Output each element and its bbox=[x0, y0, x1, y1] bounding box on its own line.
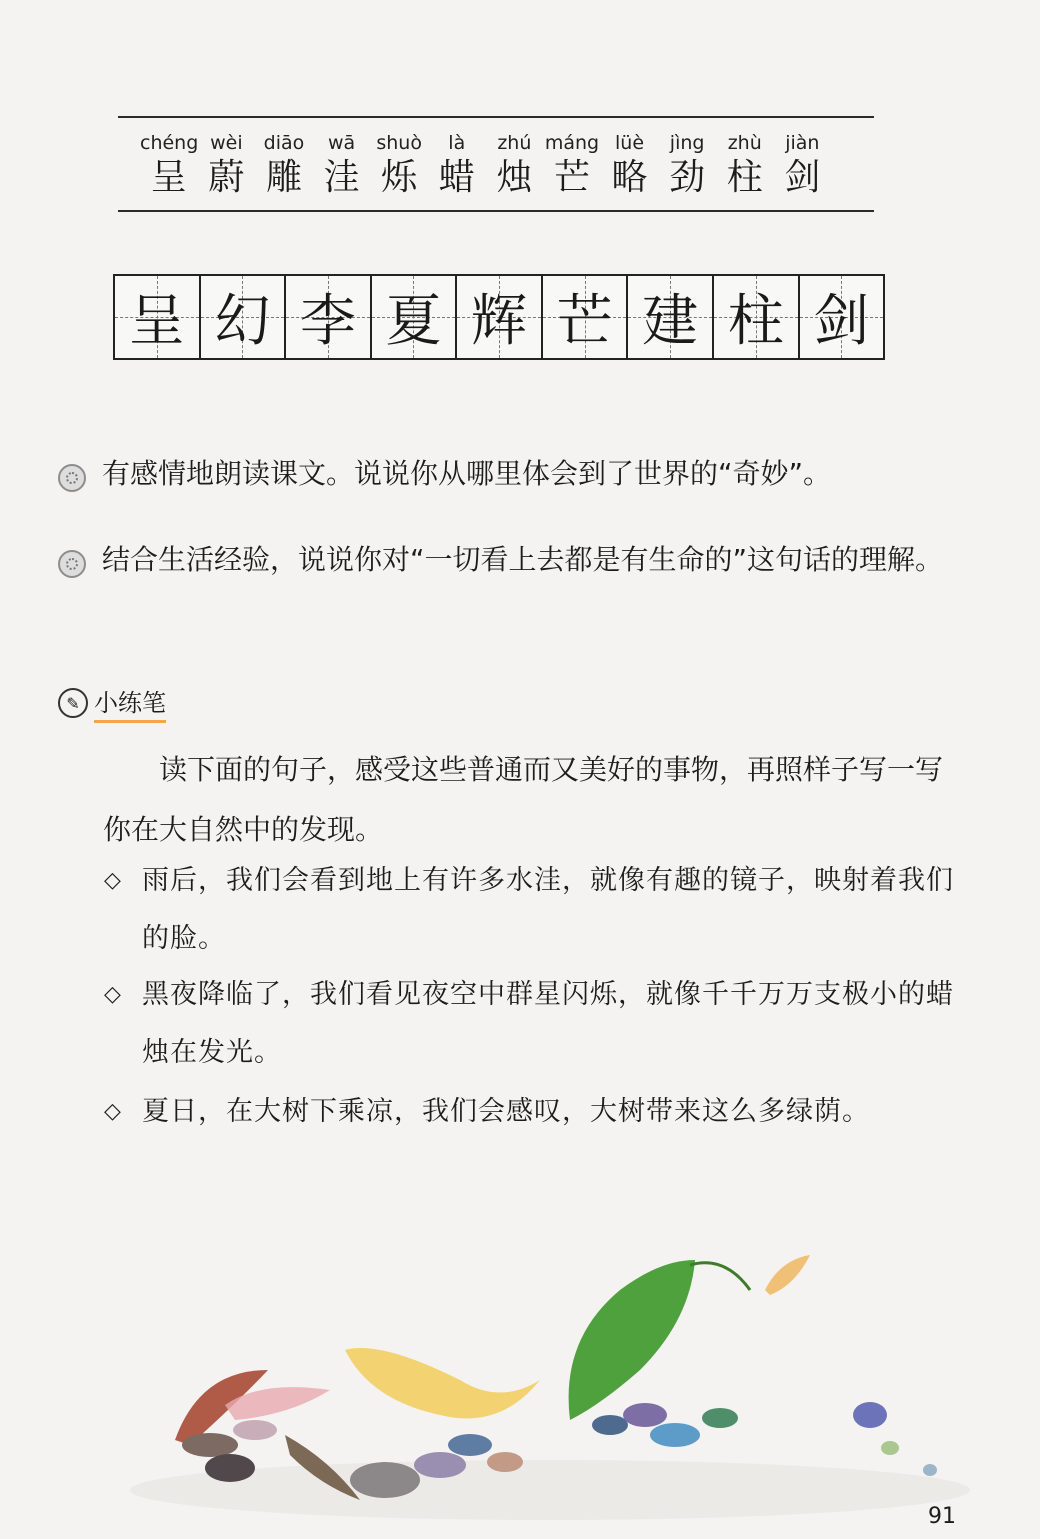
vocab-item bbox=[601, 130, 659, 200]
practice-header bbox=[58, 683, 166, 723]
vocab-item bbox=[658, 130, 716, 200]
pinyin: là bbox=[448, 132, 466, 154]
writing-grid bbox=[113, 274, 885, 360]
hanzi: 洼 bbox=[323, 157, 360, 198]
pebble bbox=[650, 1423, 700, 1447]
example-2 bbox=[104, 966, 954, 1082]
pinyin: shuò bbox=[376, 132, 422, 154]
hanzi: 略 bbox=[611, 157, 648, 198]
pebble bbox=[623, 1403, 667, 1427]
grid-char: 辉 bbox=[471, 289, 528, 354]
question-marker-icon bbox=[58, 550, 86, 578]
pebble bbox=[233, 1420, 277, 1440]
pebble bbox=[182, 1433, 238, 1457]
grid-cell bbox=[714, 276, 800, 358]
pebble bbox=[702, 1408, 738, 1428]
pebble bbox=[414, 1452, 466, 1478]
example-text: 雨后，我们会看到地上有许多水洼，就像有趣的镜子，映射着我们的脸。 bbox=[142, 865, 954, 954]
diamond-bullet-icon: ◇ bbox=[104, 868, 121, 893]
vocab-item bbox=[255, 130, 313, 200]
hanzi: 蔚 bbox=[208, 157, 245, 198]
pinyin: máng bbox=[544, 132, 600, 154]
pebble bbox=[350, 1462, 420, 1498]
leaves-and-pebbles-illustration bbox=[0, 1230, 1040, 1539]
vocab-item bbox=[428, 130, 486, 200]
example-text: 黑夜降临了，我们看见夜空中群星闪烁，就像千千万万支极小的蜡烛在发光。 bbox=[142, 979, 954, 1068]
grid-cell bbox=[115, 276, 201, 358]
example-1 bbox=[104, 852, 954, 968]
grid-cell bbox=[201, 276, 287, 358]
vocab-item bbox=[140, 130, 198, 200]
top-rule bbox=[118, 116, 874, 118]
hanzi: 剑 bbox=[784, 157, 821, 198]
pinyin: chéng bbox=[140, 132, 199, 154]
vocab-item bbox=[486, 130, 544, 200]
pinyin: jìng bbox=[669, 132, 705, 154]
grid-cell bbox=[457, 276, 543, 358]
hanzi: 雕 bbox=[265, 157, 302, 198]
pebble bbox=[881, 1441, 899, 1455]
hanzi: 烁 bbox=[381, 157, 418, 198]
example-text: 夏日，在大树下乘凉，我们会感叹，大树带来这么多绿荫。 bbox=[142, 1096, 870, 1127]
grid-char: 呈 bbox=[128, 289, 185, 354]
question-marker-icon bbox=[58, 464, 86, 492]
pen-icon: ✎ bbox=[58, 688, 88, 718]
vocab-item bbox=[313, 130, 371, 200]
hanzi: 蜡 bbox=[438, 157, 475, 198]
pebble bbox=[487, 1452, 523, 1472]
pebble bbox=[592, 1415, 628, 1435]
grid-cell bbox=[286, 276, 372, 358]
pinyin: zhú bbox=[497, 132, 532, 154]
grid-char: 芒 bbox=[556, 289, 613, 354]
bottom-rule bbox=[118, 210, 874, 212]
grid-char: 剑 bbox=[813, 289, 870, 354]
grid-char: 幻 bbox=[214, 289, 271, 354]
vocab-item bbox=[198, 130, 256, 200]
grid-char: 建 bbox=[642, 289, 699, 354]
hanzi: 劲 bbox=[669, 157, 706, 198]
pinyin: jiàn bbox=[785, 132, 820, 154]
small-feather-icon bbox=[765, 1255, 810, 1295]
question-text: 结合生活经验，说说你对“一切看上去都是有生命的”这句话的理解。 bbox=[102, 543, 944, 576]
page-number: 91 bbox=[928, 1504, 956, 1529]
grid-char: 夏 bbox=[385, 289, 442, 354]
hanzi: 柱 bbox=[726, 157, 763, 198]
question-1 bbox=[58, 456, 962, 504]
yellow-feather-icon bbox=[345, 1348, 540, 1418]
vocab-item bbox=[370, 130, 428, 200]
hanzi: 烛 bbox=[496, 157, 533, 198]
pinyin: lüè bbox=[615, 132, 645, 154]
pebble bbox=[448, 1434, 492, 1456]
practice-intro: 读下面的句子，感受这些普通而又美好的事物，再照样子写一写你在大自然中的发现。 bbox=[103, 753, 944, 846]
question-text: 有感情地朗读课文。说说你从哪里体会到了世界的“奇妙”。 bbox=[102, 457, 832, 490]
grid-cell bbox=[372, 276, 458, 358]
vocab-item bbox=[774, 130, 832, 200]
example-3 bbox=[104, 1083, 954, 1141]
grid-cell bbox=[543, 276, 629, 358]
pebble bbox=[205, 1454, 255, 1482]
diamond-bullet-icon: ◇ bbox=[104, 1099, 121, 1124]
pinyin: wā bbox=[327, 132, 356, 154]
pinyin: wèi bbox=[210, 132, 243, 154]
vocab-item bbox=[543, 130, 601, 200]
pinyin: zhù bbox=[727, 132, 762, 154]
grid-cell bbox=[628, 276, 714, 358]
hanzi: 芒 bbox=[553, 157, 590, 198]
pebble bbox=[853, 1402, 887, 1428]
grid-cell bbox=[800, 276, 884, 358]
grid-char: 李 bbox=[299, 289, 356, 354]
green-leaf-icon bbox=[569, 1260, 695, 1420]
leaf-stem bbox=[690, 1263, 750, 1290]
vocab-item bbox=[716, 130, 774, 200]
hanzi: 呈 bbox=[150, 157, 187, 198]
grid-char: 柱 bbox=[727, 289, 784, 354]
pebble bbox=[923, 1464, 937, 1476]
diamond-bullet-icon: ◇ bbox=[104, 982, 121, 1007]
vocab-row bbox=[140, 130, 831, 200]
pinyin: diāo bbox=[263, 132, 305, 154]
practice-title: 小练笔 bbox=[94, 683, 166, 723]
question-2 bbox=[58, 542, 962, 590]
